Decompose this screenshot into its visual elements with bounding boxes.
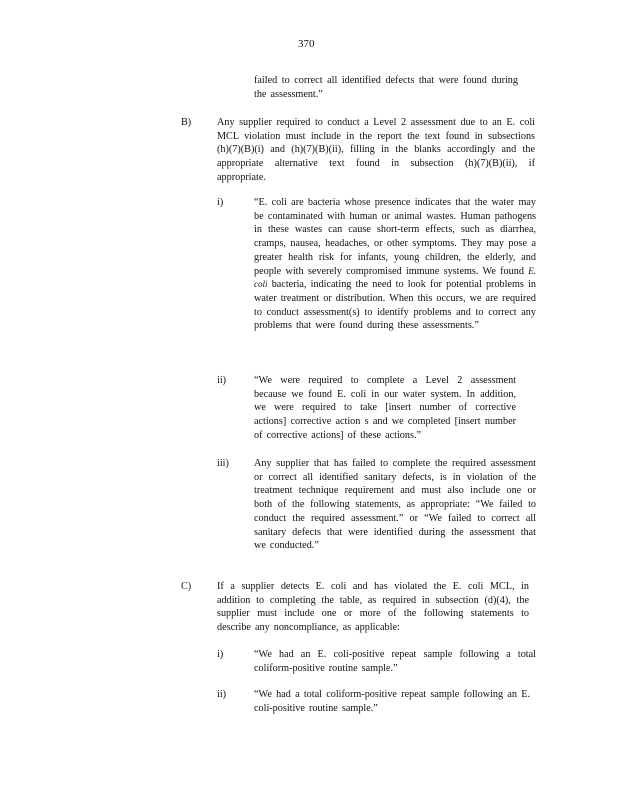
section-c-paragraph [217, 580, 529, 635]
section-b-item-i [254, 196, 536, 333]
section-b-item-iii-label: iii) [217, 458, 229, 469]
section-c-item-i-label: i) [217, 649, 224, 660]
section-b-item-ii [254, 374, 516, 443]
section-c-item-ii-label: ii) [217, 689, 227, 700]
section-b-item-i-label: i) [217, 197, 224, 208]
section-b-text: Any supplier required to conduct a Level 2 assessment due to an E. coli MCL violation must include in the report the text found in subsections (h)(7)(B)(i) and (h)(7)(B)(ii), filling in the blanks accordingly and the appropriate alternative text found in subsection (h)(7)(B)(ii), if appropriate. [217, 117, 535, 183]
section-b-item-ii-label: ii) [217, 375, 227, 386]
section-b-item-iii [254, 457, 536, 553]
section-c-item-ii [254, 688, 530, 715]
section-c-label: C) [181, 581, 192, 592]
section-b-item-iii-text: Any supplier that has failed to complete the required assessment or correct all identified sanitary defects, is in violation of the treatment technique requirement and must also include one or both of the following statements, as appropriate: “We failed to conduct the required assessment.” or “We failed to correct all sanitary defects that were identified during the assessment that we conducted.” [254, 458, 536, 552]
section-b-item-ii-text: “We were required to complete a Level 2 assessment because we found E. coli in our water system. In addition, we were required to take [insert number of corrective actions] corrective action s and we completed [insert number of corrective actions] of these actions.” [254, 375, 516, 441]
page-number: 370 [298, 38, 315, 50]
item-i-italic-term: E. coli [254, 265, 536, 290]
section-c-item-ii-text: “We had a total coliform-positive repeat sample following an E. coli-positive routine sample.” [254, 689, 530, 714]
item-i-text-after: bacteria, indicating the need to look for potential problems in water treatment or distribution. When this occurs, we are required to conduct assessment(s) to identify problems and to correct any problems that were found during these assessments.” [254, 279, 536, 332]
section-c-item-i [254, 648, 536, 675]
section-c-text: If a supplier detects E. coli and has violated the E. coli MCL, in addition to completing the table, as required in subsection (d)(4), the supplier must include one or more of the following statements to describe any noncompliance, as applicable: [217, 581, 529, 634]
continuation-paragraph: failed to correct all identified defects that were found during the assessment.” [254, 75, 518, 100]
continuation-text [254, 74, 518, 101]
section-b-paragraph [217, 116, 535, 185]
item-i-text-before: “E. coli are bacteria whose presence indicates that the water may be contaminated with human or animal wastes. Human pathogens in these wastes can cause short-term effects, such as diarrhea, cramps, nausea, headaches, or other symptoms. They may pose a greater health risk for infants, young children, the elderly, and people with severely compromised immune systems. We found [254, 197, 536, 277]
section-b-item-i-text [254, 196, 536, 333]
section-b-label: B) [181, 117, 192, 128]
section-c-item-i-text: “We had an E. coli-positive repeat sample following a total coliform-positive routine sample.” [254, 649, 536, 674]
